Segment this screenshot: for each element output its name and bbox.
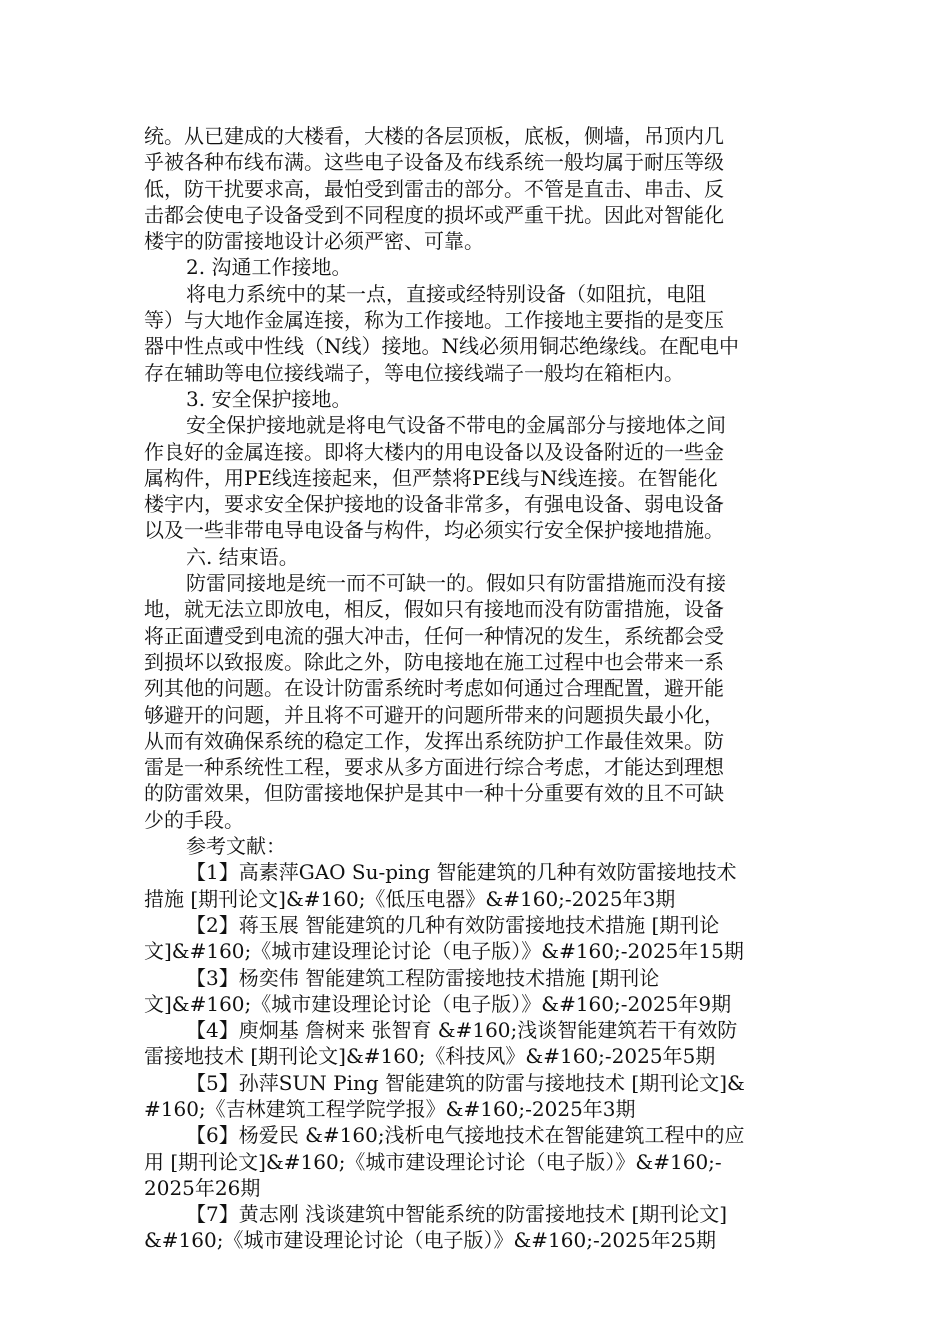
text-line: 列其他的问题。在设计防雷系统时考虑如何通过合理配置，避开能 [144,676,724,701]
reference-3 [144,965,804,1018]
text-line: &#160;《城市建设理论讨论（电子版）》&#160;-2025年25期 [144,1228,717,1253]
text-line: 【7】黄志刚 浅谈建筑中智能系统的防雷接地技术 [期刊论文] [186,1202,728,1227]
text-line: 2025年26期 [144,1175,261,1200]
intro-paragraph [144,123,804,254]
document-body [144,123,804,1254]
text-line: 存在辅助等电位接线端子，等电位接线端子一般均在箱柜内。 [144,360,684,385]
reference-6 [144,1122,804,1201]
text-line: 文]&#160;《城市建设理论讨论（电子版）》&#160;-2025年15期 [144,939,744,964]
text-line: 统。从已建成的大楼看，大楼的各层顶板，底板，侧墙，吊顶内几 [144,124,724,148]
text-line: 到损坏以致报废。除此之外，防电接地在施工过程中也会带来一系 [144,649,724,674]
text-line: 六. 结束语。 [186,544,299,569]
text-line: 措施 [期刊论文]&#160;《低压电器》&#160;-2025年3期 [144,886,676,911]
reference-7 [144,1201,804,1254]
heading-work-grounding [144,254,804,280]
text-line: 器中性点或中性线（N线）接地。N线必须用铜芯绝缘线。在配电中 [144,334,739,359]
text-line: 少的手段。 [144,807,244,832]
reference-1 [144,859,804,912]
text-line: 安全保护接地就是将电气设备不带电的金属部分与接地体之间 [186,413,726,438]
text-line: #160;《吉林建筑工程学院学报》&#160;-2025年3期 [144,1096,636,1121]
text-line: 属构件，用PE线连接起来，但严禁将PE线与N线连接。在智能化 [144,465,718,490]
reference-5 [144,1070,804,1123]
text-line: 低，防干扰要求高，最怕受到雷击的部分。不管是直击、串击、反 [144,176,724,201]
text-line: 乎被各种布线布满。这些电子设备及布线系统一般均属于耐压等级 [144,150,724,175]
text-line: 楼宇的防雷接地设计必须严密、可靠。 [144,229,484,254]
text-line: 参考文献： [186,834,286,859]
text-line: 的防雷效果，但防雷接地保护是其中一种十分重要有效的且不可缺 [144,781,724,806]
text-line: 将正面遭受到电流的强大冲击，任何一种情况的发生，系统都会受 [144,623,724,648]
work-grounding-paragraph [144,281,804,386]
text-line: 作良好的金属连接。即将大楼内的用电设备以及设备附近的一些金 [144,439,724,464]
heading-safety-grounding [144,386,804,412]
text-line: 雷是一种系统性工程，要求从多方面进行综合考虑，才能达到理想 [144,755,724,780]
text-line: 地，就无法立即放电，相反，假如只有接地而没有防雷措施，设备 [144,597,724,622]
text-line: 【4】庾炯基 詹树来 张智育 &#160;浅谈智能建筑若干有效防 [186,1018,738,1043]
text-line: 3. 安全保护接地。 [186,386,352,411]
text-line: 【6】杨爱民 &#160;浅析电气接地技术在智能建筑工程中的应 [186,1123,745,1148]
text-line: 以及一些非带电导电设备与构件，均必须实行安全保护接地措施。 [144,518,724,543]
text-line: 等）与大地作金属连接，称为工作接地。工作接地主要指的是变压 [144,308,724,333]
safety-grounding-paragraph [144,412,804,543]
text-line: 击都会使电子设备受到不同程度的损坏或严重干扰。因此对智能化 [144,202,724,227]
text-line: 【2】蒋玉展 智能建筑的几种有效防雷接地技术措施 [期刊论 [186,912,720,937]
text-line: 防雷同接地是统一而不可缺一的。假如只有防雷措施而没有接 [186,571,726,596]
text-line: 文]&#160;《城市建设理论讨论（电子版）》&#160;-2025年9期 [144,991,732,1016]
text-line: 够避开的问题，并且将不可避开的问题所带来的问题损失最小化， [144,702,724,727]
heading-references [144,833,804,859]
text-line: 【5】孙萍SUN Ping 智能建筑的防雷与接地技术 [期刊论文]& [186,1070,745,1095]
text-line: 【3】杨奕伟 智能建筑工程防雷接地技术措施 [期刊论 [186,965,660,990]
text-line: 用 [期刊论文]&#160;《城市建设理论讨论（电子版）》&#160;- [144,1149,722,1174]
text-line: 将电力系统中的某一点，直接或经特别设备（如阻抗，电阻 [186,281,706,306]
reference-2 [144,912,804,965]
text-line: 楼宇内，要求安全保护接地的设备非常多，有强电设备、弱电设备 [144,492,724,517]
reference-4 [144,1017,804,1070]
text-line: 雷接地技术 [期刊论文]&#160;《科技风》&#160;-2025年5期 [144,1044,716,1069]
text-line: 从而有效确保系统的稳定工作，发挥出系统防护工作最佳效果。防 [144,728,724,753]
text-line: 【1】高素萍GAO Su-ping 智能建筑的几种有效防雷接地技术 [186,860,737,885]
conclusion-paragraph [144,570,804,833]
text-line: 2. 沟通工作接地。 [186,255,352,280]
heading-conclusion [144,544,804,570]
